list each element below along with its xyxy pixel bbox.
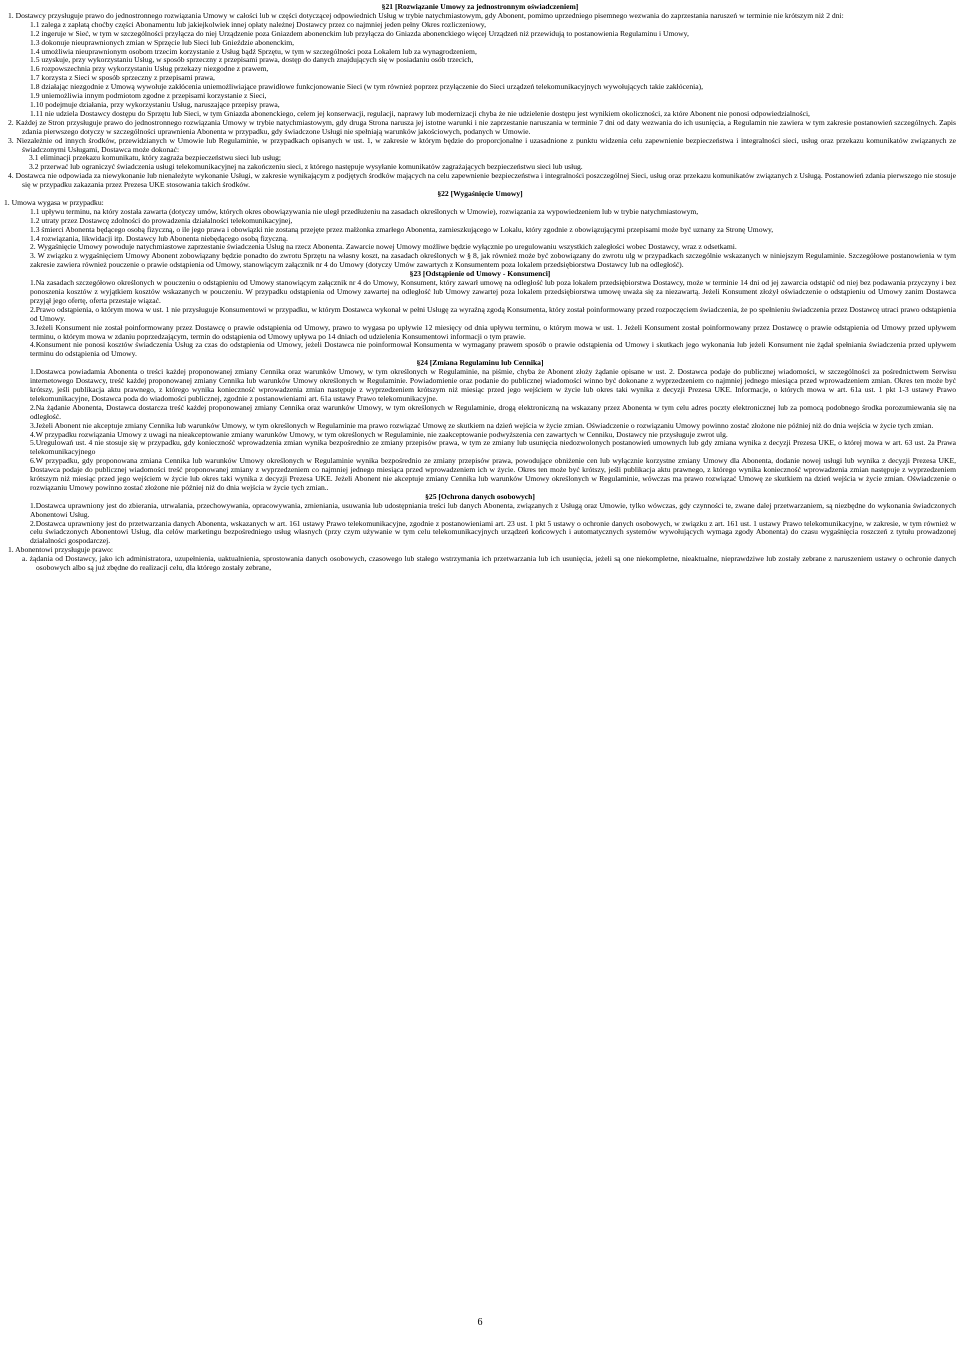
s24-paragraph-3: 3.Jeżeli Abonent nie akceptuje zmiany Cennika lub warunków Umowy, w tym określonych w Regulaminie ma prawo rozwiązać Umowę ze skutkiem na dzień wejścia w życie zmian. Oświadczenie o rozwiązaniu Umowy powinno zostać złożone nie później niż do dnia wejścia w życie tych zmian. bbox=[30, 420, 934, 430]
s21-paragraph-4: 4. Dostawca nie odpowiada za niewykonanie lub nienależyte wykonanie Usługi, w zakresie wynikającym z podjętych środków mających na celu zapewnienie bezpieczeństwa i integralności poszczególnej Sieci, usług oraz przekazu komunikatów związanych z Usługą. Postanowień zdania pierwszego nie stosuje się w przypadku zakazania przez Prezesa UKE stosowania takich środków. bbox=[8, 171, 956, 190]
s22-item-1-4: 1.4 rozwiązania, likwidacji itp. Dostawcy lub Abonenta niebędącego osobą fizyczną. bbox=[30, 233, 288, 243]
s21-item-3-1: 3.1 eliminacji przekazu komunikatu, który zagraża bezpieczeństwu sieci lub usług; bbox=[29, 153, 281, 163]
s21-item-1-10: 1.10 podejmuje działania, przy wykorzystaniu Usług, naruszające przepisy prawa, bbox=[30, 99, 280, 109]
s21-item-1-7: 1.7 korzysta z Sieci w sposób sprzeczny z przepisami prawa, bbox=[30, 73, 215, 83]
s25-item-a: a. żądania od Dostawcy, jako ich administratora, uzupełnienia, uaktualnienia, sprostowania danych osobowych, czasowego lub stałego wstrzymania ich przetwarzania lub ich usunięcia, jeżeli są one niekompletne, nieaktualne, nieprawdziwe lub zostały zebrane z naruszeniem ustawy o ochronie danych osobowych albo są już zbędne do realizacji celu, dla którego zostały zebrane, bbox=[22, 554, 956, 573]
s21-paragraph-2: 2. Każdej ze Stron przysługuje prawo do jednostronnego rozwiązania Umowy w trybie natychmiastowym, gdy druga Strona narusza jej istotne warunki i nie zaprzestanie naruszania w terminie 7 dni od daty wezwania do ich usunięcia, a Regulamin nie zawiera w tym zakresie postanowień szczególnych. Zapis zdania pierwszego dotyczy w szczególności uprawnienia Abonenta w przypadku, gdy świadczone Usługi nie spełniają warunków jakościowych, podanych w Umowie. bbox=[8, 117, 956, 136]
s22-paragraph-3: 3. W związku z wygaśnięciem Umowy Abonent zobowiązany będzie ponadto do zwrotu Sprzętu na własny koszt, na zasadach określonych w § 8, jak również może być zobowiązany do zwrotu ulg w przypadkach szczególnie wskazanych w niniejszym Regulaminie. Szczegółowe postanowienia w tym zakresie zawiera również pouczenie o prawie odstąpienia od Umowy, stanowiącym załącznik nr 4 do Umowy (dotyczy Umów zawartych z Konsumentem poza lokalem przedsiębiorstwa Dostawcy lub na odległość). bbox=[30, 251, 956, 270]
s23-paragraph-3: 3.Jeżeli Konsument nie został poinformowany przez Dostawcę o prawie odstąpienia od Umowy, prawo to wygasa po upływie 12 miesięcy od dnia upływu terminu, o którym mowa w ust. 1. Jeżeli Konsument został poinformowany przez Dostawcę o prawie odstąpienia od Umowy przed upływem terminu, o którym mowa w zdaniu poprzedzającym, termin do odstąpienia od Umowy upływa po 14 dniach od udzielenia Konsumentowi informacji o tym prawie. bbox=[30, 322, 956, 341]
s21-item-1-3: 1.3 dokonuje nieuprawnionych zmian w Sprzęcie lub Sieci lub Gnieździe abonenckim, bbox=[30, 37, 295, 47]
s22-item-1-2: 1.2 utraty przez Dostawcę zdolności do prowadzenia działalności telekomunikacyjnej, bbox=[30, 215, 293, 225]
s25-paragraph-1: 1.Dostawca uprawniony jest do zbierania, utrwalania, przechowywania, opracowywania, zmieniania, usuwania lub udostępniania treści lub danych Abonenta, związanych z Usługą oraz Umowie, tylko wówczas, gdy czynności te, zwane dalej przetwarzaniem, są niezbędne do wykonania świadczonych Abonentowi Usług. bbox=[30, 500, 956, 519]
s21-item-1-8: 1.8 działając niezgodnie z Umową wywołuje zakłócenia uniemożliwiające prawidłowe funkcjonowanie Sieci (w tym również poprzez przyłączenie do Sieci urządzeń telekomunikacyjnych wywołujących takie zakłócenia), bbox=[30, 82, 704, 92]
s24-paragraph-6: 6.W przypadku, gdy proponowana zmiana Cennika lub warunków Umowy określonych w Regulaminie wynika bezpośrednio ze zmiany przepisów prawa, powodujące obniżenie cen lub wyłącznie korzystne zmiany Umowy dla Abonenta, dodanie nowej usługi lub wynika z decyzji Prezesa UKE, Dostawca podaje do publicznej wiadomości treść proponowanej zmiany z wyprzedzeniem co najmniej jednego miesiąca przed wprowadzeniem ich w życie. Okres ten może być krótszy, jeśli publikacja aktu prawnego, z którego wynika konieczność wprowadzenia zmian następuje z wyprzedzeniem krótszym niż miesiąc przed jego wejściem w życie lub okres taki wynika z decyzji Prezesa UKE. Jeżeli Abonent nie akceptuje zmiany Cennika lub warunków Umowy określonych w Regulaminie, wówczas ma prawo rozwiązać Umowę ze skutkiem na dzień wejścia w życie zmian. Oświadczenie o rozwiązaniu Umowy powinno zostać złożone nie później niż do dnia wejścia w życie tych zmian.. bbox=[30, 456, 956, 492]
s24-paragraph-4: 4.W przypadku rozwiązania Umowy z uwagi na nieakceptowanie zmiany warunków Umowy, w tym określonych w Regulaminie, nie zaakceptowanie podwyższenia cen zawartych w Cenniku, Dostawcy nie przysługuje zwrot ulg. bbox=[30, 429, 728, 439]
s21-paragraph-1: 1. Dostawcy przysługuje prawo do jednostronnego rozwiązania Umowy w całości lub w części dotyczącej odpowiednich Usług w trybie natychmiastowym, gdy Abonent, pomimo uprzedniego pisemnego wezwania do zaprzestania naruszeń w terminie nie krótszym niż 2 dni: bbox=[8, 10, 844, 20]
s24-paragraph-1: 1.Dostawca powiadamia Abonenta o treści każdej proponowanej zmiany Cennika oraz warunków Umowy, w tym określonych w Regulaminie, na piśmie, chyba że Abonent złoży żądanie opisane w ust. 2. Dostawca podaje do publicznej wiadomości, w szczególności za pośrednictwem Serwisu internetowego Dostawcy, treść każdej proponowanej zmiany Cennika lub warunków Umowy określonych w Regulaminie. Powiadomienie oraz podanie do publicznej wiadomości winno być dokonane z wyprzedzeniem co najmniej jednego miesiąca przed wprowadzeniem zmian. Okres ten może być krótszy, jeśli publikacja aktu prawnego, z którego wynika konieczność wprowadzenia zmian następuje z wyprzedzeniem krótszym niż miesiąc przed jego wejściem w życie lub okres taki wynika z decyzji Prezesa UKE. Informacje, o których mowa w art. 61a ust. 1 pkt 1-3 ustawy Prawo telekomunikacyjne, Dostawca poda do wiadomości publicznej, zgodnie z postanowieniami art. 61a ustawy Prawo telekomunikacyjne. bbox=[30, 367, 956, 403]
s21-item-1-11: 1.11 nie udziela Dostawcy dostępu do Sprzętu lub Sieci, w tym Gniazda abonenckiego, celem jej konserwacji, regulacji, naprawy lub modernizacji chyba że nie udzielenie dostępu jest wynikiem okoliczności, za które Abonent nie ponosi odpowiedzialności, bbox=[30, 108, 810, 118]
s24-paragraph-2: 2.Na żądanie Abonenta, Dostawca dostarcza treść każdej proponowanej zmiany Cennika oraz warunków Umowy, w tym określonych w Regulaminie, drogą elektroniczną na wskazany przez Abonenta w tym celu adres poczty elektronicznej lub za pomocą podobnego środka porozumiewania się na odległość. bbox=[30, 402, 956, 421]
s24-paragraph-5: 5.Uregulowań ust. 4 nie stosuje się w przypadku, gdy konieczność wprowadzenia zmian wynika bezpośrednio ze zmiany przepisów prawa, w tym ze zmiany lub usunięcia niedozwolonych postanowień umownych lub gdy zmiana wynika z decyzji Prezesa UKE, o której mowa w art. 63 ust. 2a Prawa telekomunikacyjnego bbox=[30, 438, 956, 457]
s22-paragraph-2: 2. Wygaśnięcie Umowy powoduje natychmiastowe zaprzestanie świadczenia Usług na rzecz Abonenta. Zawarcie nowej Umowy możliwe będzie wyłącznie po uregulowaniu wszystkich zaległości wobec Dostawcy, wraz z odsetkami. bbox=[30, 242, 737, 252]
section-22-heading: §22 [Wygaśnięcie Umowy] bbox=[437, 189, 523, 199]
s23-paragraph-1: 1.Na zasadach szczegółowo określonych w pouczeniu o odstąpieniu od Umowy stanowiącym załącznik nr 4 do Umowy, Konsument, który zawarł umowę na odległość lub poza lokalem przedsiębiorstwa Dostawcy, może w terminie 14 dni od jej zawarcia odstąpić od niej bez podawania przyczyny i bez ponoszenia kosztów z wyjątkiem kosztów wskazanych w pouczeniu. W przypadku odstąpienia od Umowy zawartej na odległość lub Umowy zawartej poza lokalem przedsiębiorstwa umowę uważa się za niezawartą. Jeżeli Konsument złożył oświadczenie o odstąpieniu od Umowy zanim Dostawca przyjął jego ofertę, oferta przestaje wiązać. bbox=[30, 278, 956, 305]
s22-paragraph-1: 1. Umowa wygasa w przypadku: bbox=[4, 197, 104, 207]
section-25-heading: §25 [Ochrona danych osobowych] bbox=[425, 491, 535, 501]
s25-paragraph-3: 1. Abonentowi przysługuje prawo: bbox=[8, 545, 114, 555]
s22-item-1-3: 1.3 śmierci Abonenta będącego osobą fizyczną, o ile jego prawa i obowiązki nie zostaną przejęte przez małżonka zmarłego Abonenta, zamieszkującego w Lokalu, który zgodnie z obowiązującymi przepisami może być uznany za Stronę Umowy, bbox=[30, 224, 774, 234]
section-24-heading: §24 [Zmiana Regulaminu lub Cennika] bbox=[416, 358, 544, 368]
s21-paragraph-3: 3. Niezależnie od innych środków, przewidzianych w Umowie lub Regulaminie, w przypadkach opisanych w ust. 1, w zakresie w którym będzie do proporcjonalne i uzasadnione z punktu widzenia celu zapewnienie bezpieczeństwa i integralności sieci, usług oraz przekazu komunikatów związanych ze świadczonymi Usługami, Dostawca może dokonać: bbox=[8, 135, 956, 154]
s21-item-1-9: 1.9 uniemożliwia innym podmiotom zgodne z przepisami korzystanie z Sieci, bbox=[30, 91, 267, 101]
s21-item-1-4: 1.4 umożliwia nieuprawnionym osobom trzecim korzystanie z Usług bądź Sprzętu, w tym w szczególności poza Lokalem lub za wynagrodzeniem, bbox=[30, 46, 477, 56]
s21-item-1-5: 1.5 uzyskuje, przy wykorzystaniu Usług, w sposób sprzeczny z przepisami prawa, dostęp do danych znajdujących się w posiadaniu osób trzecich, bbox=[30, 55, 474, 65]
s22-item-1-1: 1.1 upływu terminu, na który została zawarta (dotyczy umów, których okres obowiązywania nie uległ przedłużeniu na zasadach określonych w Umowie), rozwiązania za wypowiedzeniem lub w trybie natychmiastowym, bbox=[30, 206, 699, 216]
page-number: 6 bbox=[477, 1317, 483, 1328]
section-23-heading: §23 [Odstąpienie od Umowy - Konsumenci] bbox=[409, 269, 551, 279]
s23-paragraph-2: 2.Prawo odstąpienia, o którym mowa w ust. 1 nie przysługuje Konsumentowi w przypadku, w którym Dostawca wykonał w pełni Usługę za wyraźną zgodą Konsumenta, który został poinformowany przed rozpoczęciem świadczenia, że po spełnieniu świadczenia przez Dostawcę utraci prawo odstąpienia od Umowy. bbox=[30, 304, 956, 323]
s21-item-3-2: 3.2 przerwać lub ograniczyć świadczenia usługi telekomunikacyjnej na zakończeniu sieci, z którego następuje wysyłanie komunikatów zagrażających bezpieczeństwu sieci lub usług. bbox=[29, 162, 583, 172]
s21-item-1-1: 1.1 zalega z zapłatą choćby części Abonamentu lub jakiejkolwiek innej opłaty należnej Dostawcy przez co najmniej jeden pełny Okres rozliczeniowy, bbox=[30, 19, 487, 29]
s25-paragraph-2: 2.Dostawca uprawniony jest do przetwarzania danych Abonenta, wskazanych w art. 161 ustawy Prawo telekomunikacyjne, zgodnie z postanowieniami art. 23 ust. 1 pkt 5 ustawy o ochronie danych osobowych, w związku z art. 161 ust. 1 ustawy Prawo telekomunikacyjne, w zakresie, w tym również w celu świadczonych Abonentowi Usług, dla celów marketingu bezpośredniego usług własnych (przy czym używanie w tym celu telekomunikacyjnych urządzeń końcowych i automatycznych systemów wywołujących wymaga zgody Abonenta) do czasu wygaśnięcia roszczeń z tytułu prowadzonej działalności gospodarczej. bbox=[30, 518, 956, 546]
s23-paragraph-4: 4.Konsument nie ponosi kosztów świadczenia Usług za czas do odstąpienia od Umowy, jeżeli Dostawca nie poinformował Konsumenta w wymagany prawem sposób o prawie odstąpienia od Umowy i skutkach jego wykonania lub jeżeli Konsument nie żądał spełniania świadczenia przed upływem terminu do odstąpienia od Umowy. bbox=[30, 340, 956, 359]
s21-item-1-2: 1.2 ingeruje w Sieć, w tym w szczególności przyłącza do niej Urządzenie poza Gniazdem abonenckim lub przyłącza do Gniazda abonenckiego więcej Urządzeń niż przewidują to postanowienia Regulaminu i Umowy, bbox=[30, 28, 689, 38]
s21-item-1-6: 1.6 rozpowszechnia przy wykorzystaniu Usług przekazy niezgodne z prawem, bbox=[30, 64, 269, 74]
section-21-heading: §21 [Rozwiązanie Umowy za jednostronnym oświadczeniem] bbox=[381, 2, 579, 11]
